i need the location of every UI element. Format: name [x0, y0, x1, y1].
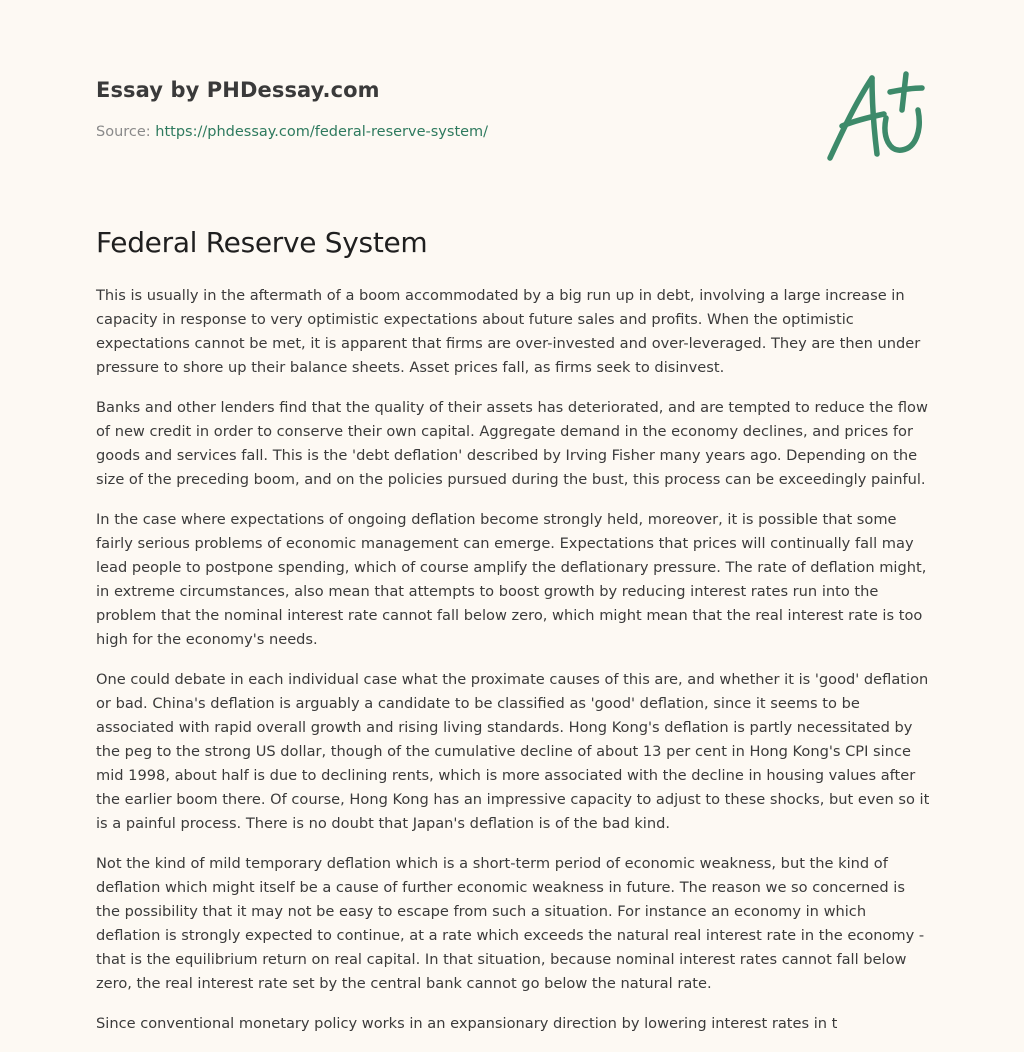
source-line: [96, 124, 488, 140]
essay-paragraph: Not the kind of mild temporary deflation which is a short-term period of economic weakness, but the kind of deflation which might itself be a cause of further economic weakness in future. The reason we so concerned is the possibility that it may not be easy to escape from such a situation. For instance an economy in which deflation is strongly expected to continue, at a rate which exceeds the natural real interest rate in the economy - that is the equilibrium return on real capital. In that situation, because nominal interest rates cannot fall below zero, the real interest rate set by the central bank cannot go below the natural rate.: [96, 855, 925, 992]
source-label: Source:: [96, 124, 156, 140]
site-brand: Essay by PHDessay.com: [96, 78, 380, 102]
source-link[interactable]: https://phdessay.com/federal-reserve-system/: [155, 124, 489, 140]
essay-paragraph: Banks and other lenders find that the quality of their assets has deteriorated, and are tempted to reduce the flow of new credit in order to conserve their own capital. Aggregate demand in the economy declines, and prices for goods and services fall. This is the 'debt deflation' described by Irving Fisher many years ago. Depending on the size of the preceding boom, and on the policies pursued during the bust, this process can be exceedingly painful.: [96, 399, 928, 488]
essay-paragraph: Since conventional monetary policy works in an expansionary direction by lowering interest rates in t: [96, 1015, 838, 1032]
essay-paragraph: In the case where expectations of ongoing deflation become strongly held, moreover, it is possible that some fairly serious problems of economic management can emerge. Expectations that prices will continually fall may lead people to postpone spending, which of course amplify the deflationary pressure. The rate of deflation might, in extreme circumstances, also mean that attempts to boost growth by reducing interest rates run into the problem that the nominal interest rate cannot fall below zero, which might mean that the real interest rate is too high for the economy's needs.: [96, 511, 927, 648]
a-plus-grade-icon: [820, 66, 930, 166]
essay-body: [96, 284, 932, 1052]
essay-paragraph: This is usually in the aftermath of a boom accommodated by a big run up in debt, involving a large increase in capacity in response to very optimistic expectations about future sales and profits. When the optimistic expectations cannot be met, it is apparent that firms are over-invested and over-leveraged. They are then under pressure to shore up their balance sheets. Asset prices fall, as firms seek to disinvest.: [96, 287, 921, 376]
essay-title: Federal Reserve System: [96, 226, 428, 259]
essay-paragraph: One could debate in each individual case what the proximate causes of this are, and whether it is 'good' deflation or bad. China's deflation is arguably a candidate to be classified as 'good' deflation, since it seems to be associated with rapid overall growth and rising living standards. Hong Kong's deflation is partly necessitated by the peg to the strong US dollar, though of the cumulative decline of about 13 per cent in Hong Kong's CPI since mid 1998, about half is due to declining rents, which is more associated with the decline in housing values after the earlier boom there. Of course, Hong Kong has an impressive capacity to adjust to these shocks, but even so it is a painful process. There is no doubt that Japan's deflation is of the bad kind.: [96, 671, 930, 832]
